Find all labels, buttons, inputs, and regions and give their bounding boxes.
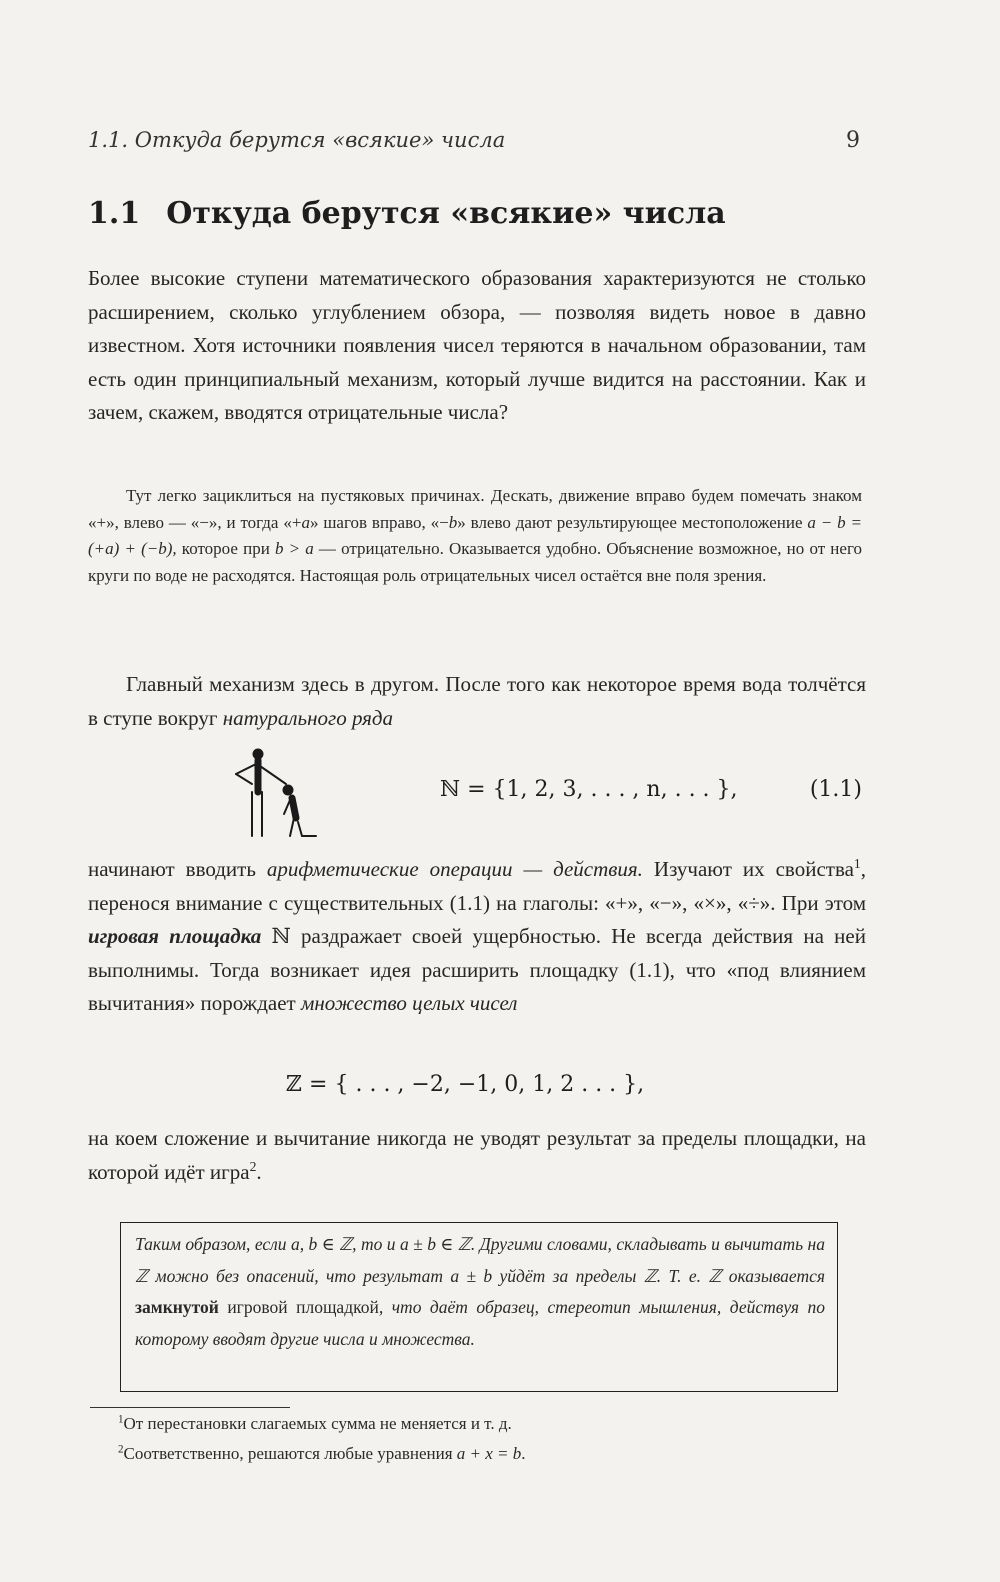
bold-term: игровая площадка — [88, 924, 262, 948]
paragraph-1: Более высокие ступени математического образования характеризуются не столько расширением, сколько углублением обзора, — позволяя видеть новое в давно известном. Хотя источники появления чисел теряются в начальном образовании, там есть один принципиальный механизм, который лучше видится на расстоянии. Как и зачем, скажем, вводятся отрицательные числа? — [88, 266, 866, 424]
section-number: 1.1 — [88, 196, 141, 231]
paragraph-3: начинают вводить арифметические операции — действия. Изучают их свойства$^1$, перенося внимание с существительных (1.1) на глаголы: «+», «−», «×», «÷». При этом игровая площадка ℕ раздражает своей ущербностью. Не всегда действия на ней выполнимы. Тогда возникает идея расширить площадку (1.1), что «под влиянием вычитания» порождает множество целых чисел — [88, 856, 866, 1015]
bold-term: замкнутой — [135, 1297, 219, 1317]
kneeling-figure-head — [283, 785, 293, 795]
kneeling-figure-body — [292, 798, 296, 818]
inline-formula: a − b = (+a) + (−b), — [88, 512, 862, 558]
equation-number: (1.1) — [809, 777, 862, 802]
teacher-and-kneeling-pupil-illustration — [228, 744, 328, 844]
paragraph-2: Главный механизм здесь в другом. После того как некоторое время вода толчётся в ступе вокруг натурального ряда — [88, 672, 866, 730]
footnote-2: $^2$Соответственно, решаются любые уравнения a + x = b. — [118, 1443, 526, 1463]
emphasis: арифметические операции — действия. — [266, 857, 643, 881]
footnote-1: $^1$От перестановки слагаемых сумма не меняется и т. д. — [118, 1413, 512, 1433]
section-heading — [88, 196, 726, 231]
footnote-ref-2[interactable]: 2 — [249, 1158, 257, 1174]
highlight-box: Таким образом, если a, b ∈ ℤ, то и a ± b ∈ ℤ. Другими словами, складывать и вычитать на ℤ можно без опасений, что результат a ± b уйдёт за пределы ℤ. Т. е. ℤ оказывается замкнутой игровой площадкой, что даёт образец, стереотип мышления, действуя по которому вводят другие числа и множества. — [120, 1222, 838, 1392]
paragraph-4: на коем сложение и вычитание никогда не уводят результат за пределы площадки, на которой идёт игра$^2$. — [88, 1126, 866, 1184]
footnote-ref-1[interactable]: 1 — [853, 856, 861, 871]
emphasis: натурального ряда — [222, 705, 394, 730]
page-number: 9 — [846, 128, 860, 153]
emphasis: множество целых чисел — [300, 991, 518, 1015]
small-paragraph: Тут легко зациклиться на пустяковых причинах. Дескать, движение вправо будем помечать знаком «+», влево — «−», и тогда «+a» шагов вправо, «−b» влево дают результирующее местоположение a − b = (+a) + (−b), которое при b > a — отрицательно. Оказывается удобно. Объяснение возможное, но от него круги по воде не расходятся. Настоящая роль отрицательных чисел остаётся вне поля зрения. — [88, 486, 862, 585]
equation-natural-numbers: ℕ = {1, 2, 3, . . . , n, . . . }, — [440, 777, 738, 802]
equation-integers: ℤ = { . . . , −2, −1, 0, 1, 2 . . . }, — [286, 1072, 645, 1097]
inline-formula: b > a — [274, 539, 314, 558]
running-head: 1.1. Откуда берутся «всякие» числа — [88, 128, 506, 152]
footnote-divider — [90, 1407, 290, 1408]
section-title: Откуда берутся «всякие» числа — [166, 196, 726, 231]
